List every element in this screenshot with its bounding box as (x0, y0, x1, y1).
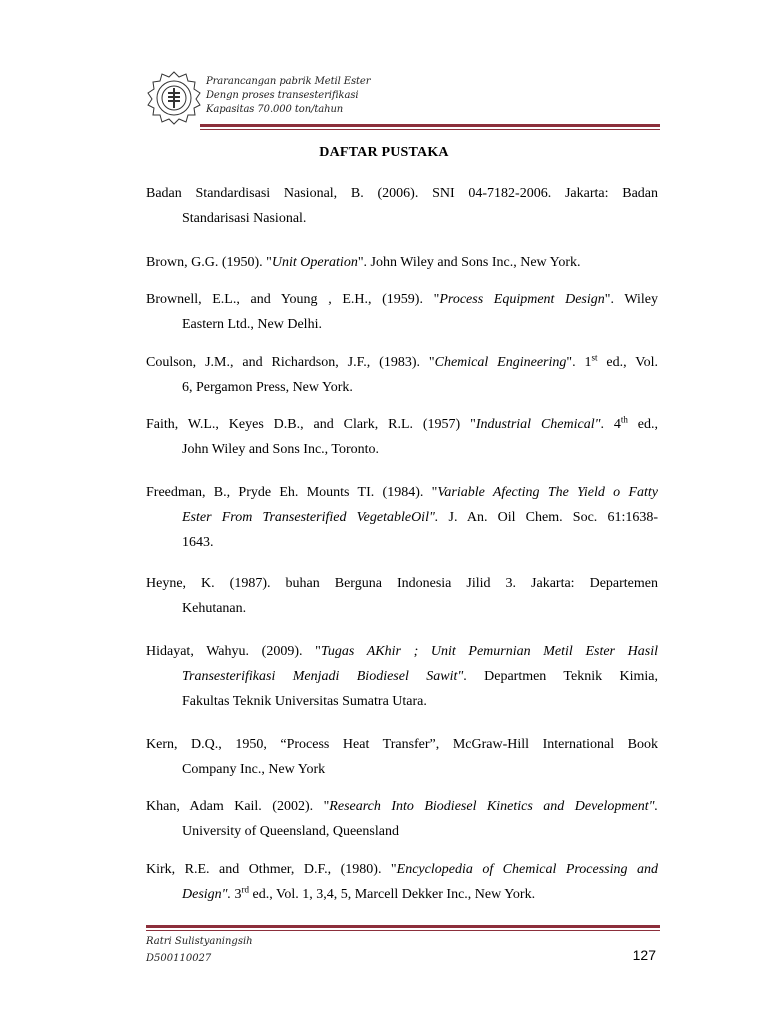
footer-author (146, 933, 253, 967)
reference-item: Brownell, E.L., and Young , E.H., (1959). "Process Equipment Design". Wiley Eastern Ltd., New Delhi. (146, 292, 659, 332)
page-title: DAFTAR PUSTAKA (319, 145, 449, 160)
reference-item: Hidayat, Wahyu. (2009). "Tugas AKhir ; Unit Pemurnian Metil Ester Hasil Transesterifikasi Menjadi Biodiesel Sawit". Departmen Teknik Kimia, Fakultas Teknik Universitas Sumatra Utara. (146, 644, 658, 709)
reference-item: Kirk, R.E. and Othmer, D.F., (1980). "Encyclopedia of Chemical Processing and Design". 3rd ed., Vol. 1, 3,4, 5, Marcell Dekker Inc., New York. (146, 862, 658, 902)
reference-item: Brown, G.G. (1950). "Unit Operation". John Wiley and Sons Inc., New York. (146, 255, 581, 270)
footer-id: D500110027 (146, 953, 212, 964)
reference-item: Khan, Adam Kail. (2002). "Research Into Biodiesel Kinetics and Development". University of Queensland, Queensland (146, 799, 658, 839)
reference-item: Faith, W.L., Keyes D.B., and Clark, R.L. (1957) "Industrial Chemical". 4th ed., John Wiley and Sons Inc., Toronto. (146, 414, 659, 457)
header-line-2: Dengn proses transesterifikasi (206, 90, 359, 101)
reference-item: Badan Standardisasi Nasional, B. (2006). SNI 04-7182-2006. Jakarta: Badan Standarisasi Nasional. (146, 186, 658, 226)
footer-rule-thick (146, 925, 660, 928)
page-number: 127 (632, 947, 656, 963)
reference-item: Freedman, B., Pryde Eh. Mounts TI. (1984). "Variable Afecting The Yield o Fatty Ester From Transesterified VegetableOil". J. An. Oil Chem. Soc. 61:1638- 1643. (146, 485, 659, 550)
reference-item: Heyne, K. (1987). buhan Berguna Indonesia Jilid 3. Jakarta: Departemen Kehutanan. (146, 576, 658, 616)
header-line-1: Prarancangan pabrik Metil Ester (206, 76, 371, 87)
reference-item: Kern, D.Q., 1950, “Process Heat Transfer”, McGraw-Hill International Book Company Inc., New York (146, 737, 658, 777)
reference-item: Coulson, J.M., and Richardson, J.F., (1983). "Chemical Engineering". 1st ed., Vol. 6, Pergamon Press, New York. (146, 352, 658, 395)
university-seal-logo (146, 70, 202, 126)
header-rule-thick (200, 124, 660, 127)
header-rule-thin (200, 129, 660, 130)
footer-rule-thin (146, 930, 660, 931)
header-text (206, 75, 370, 117)
header-line-3: Kapasitas 70.000 ton/tahun (206, 104, 344, 115)
footer-name: Ratri Sulistyaningsih (146, 936, 253, 947)
